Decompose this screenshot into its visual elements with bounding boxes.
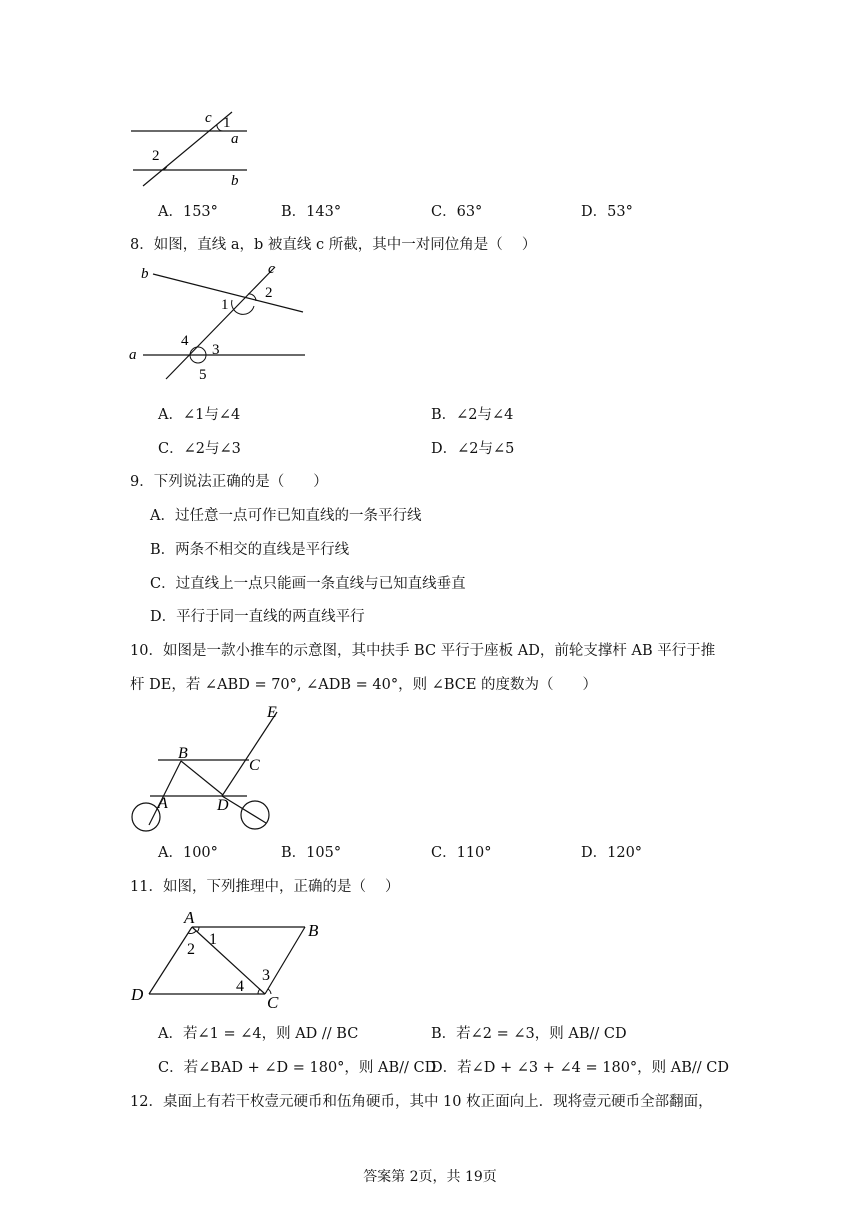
fig11-label: 2 <box>187 941 195 958</box>
q7-option-d: D．53° <box>581 204 633 220</box>
q9-option-a: A．过任意一点可作已知直线的一条平行线 <box>150 508 422 524</box>
q7-option-a: A．153° <box>158 204 218 220</box>
fig11-label: D <box>131 985 144 1004</box>
q10-stem-line1: 10．如图是一款小推车的示意图，其中扶手 BC 平行于座板 AD，前轮支撑杆 AB 平行于推 <box>130 643 716 659</box>
q9-option-b: B．两条不相交的直线是平行线 <box>150 542 350 558</box>
q11-option-d: D．若∠D + ∠3 + ∠4 = 180°，则 AB// CD <box>431 1060 730 1076</box>
fig11-label: 3 <box>262 967 270 984</box>
page-footer: 答案第 2页，共 19页 <box>363 1169 497 1185</box>
q8-option-d: D．∠2与∠5 <box>431 441 515 457</box>
fig10-label: B <box>178 745 188 762</box>
q11-option-a: A．若∠1 = ∠4，则 AD // BC <box>158 1026 359 1042</box>
q8-option-c: C．∠2与∠3 <box>158 441 241 457</box>
fig7-label: 1 <box>223 115 231 131</box>
fig11-label: C <box>267 993 279 1012</box>
fig10-label: D <box>217 797 229 814</box>
fig8-label: 4 <box>181 333 189 349</box>
fig8-label: 3 <box>212 342 220 358</box>
q10-option-a: A．100° <box>158 845 218 861</box>
fig11-label: B <box>308 921 319 940</box>
fig7-label: 2 <box>152 148 160 164</box>
fig8-label: a <box>129 347 137 363</box>
q10-option-c: C．110° <box>431 845 492 861</box>
fig11-label: 1 <box>209 931 217 948</box>
fig10-label: A <box>158 795 168 812</box>
q10-option-d: D．120° <box>581 845 643 861</box>
fig11-label: A <box>184 908 195 927</box>
fig7-label: a <box>231 131 239 147</box>
fig8-label: c <box>268 261 275 277</box>
fig8-label: b <box>141 266 149 282</box>
fig8-label: 5 <box>199 367 207 383</box>
q9-stem: 9．下列说法正确的是（ ） <box>130 474 328 490</box>
fig10-label: C <box>249 757 260 774</box>
q11-stem: 11．如图，下列推理中，正确的是（ ） <box>130 879 400 895</box>
fig11-label: 4 <box>236 978 244 995</box>
q12-stem: 12．桌面上有若干枚壹元硬币和伍角硬币，其中 10 枚正面向上．现将壹元硬币全部翻面， <box>130 1094 713 1110</box>
fig7-label: c <box>205 110 212 126</box>
q11-option-c: C．若∠BAD + ∠D = 180°，则 AB// CD <box>158 1060 437 1076</box>
q7-option-c: C．63° <box>431 204 483 220</box>
q8-option-a: A．∠1与∠4 <box>158 407 241 423</box>
figure-q10 <box>125 700 295 840</box>
q9-option-d: D．平行于同一直线的两直线平行 <box>150 609 365 625</box>
figure-q7 <box>125 108 255 188</box>
fig10-label: E <box>267 704 277 721</box>
fig8-label: 2 <box>265 285 273 301</box>
figure-q8 <box>125 257 315 382</box>
q10-option-b: B．105° <box>281 845 342 861</box>
fig7-label: b <box>231 173 239 189</box>
q11-option-b: B．若∠2 = ∠3，则 AB// CD <box>431 1026 627 1042</box>
figure-q11 <box>125 905 335 1010</box>
q9-option-c: C．过直线上一点只能画一条直线与已知直线垂直 <box>150 576 466 592</box>
q7-option-b: B．143° <box>281 204 342 220</box>
q8-option-b: B．∠2与∠4 <box>431 407 514 423</box>
q8-stem: 8．如图，直线 a，b 被直线 c 所截，其中一对同位角是（ ） <box>130 237 537 253</box>
fig8-label: 1 <box>221 297 229 313</box>
q10-stem-line2: 杆 DE，若 ∠ABD = 70°, ∠ADB = 40°，则 ∠BCE 的度数为（ ） <box>130 677 598 693</box>
